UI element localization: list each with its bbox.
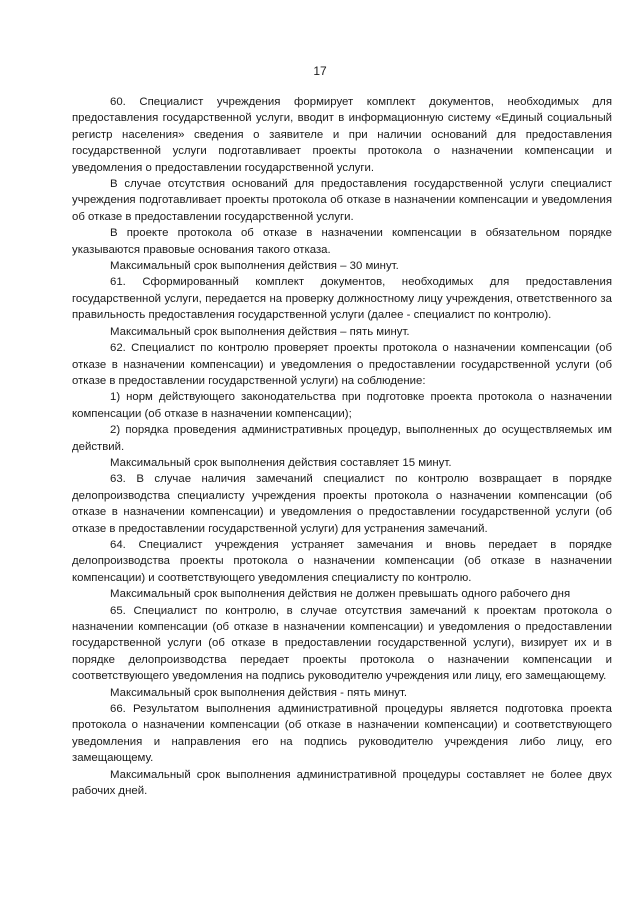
paragraph-legal-grounds: В проекте протокола об отказе в назначении компенсации в обязательном порядке указываются правовые основания такого отказа.: [72, 227, 612, 256]
page-number: 17: [313, 64, 327, 78]
paragraph-66: 66. Результатом выполнения административной процедуры является подготовка проекта протокола о назначении компенсации (об отказе в назначении компенсации) и соответствующего уведомления и направления его на подпись руководителю учреждения либо лицу, его замещающему.: [72, 703, 612, 765]
list-item-1: 1) норм действующего законодательства при подготовке проекта протокола о назначении компенсации (об отказе в назначении компенсации);: [72, 391, 612, 420]
paragraph-62: 62. Специалист по контролю проверяет проекты протокола о назначении компенсации (об отказе в назначении компенсации) и уведомления о предоставлении государственной услуги (об отказе в предоставлении государственной услуги) на соблюдение:: [72, 342, 612, 387]
paragraph-64: 64. Специалист учреждения устраняет замечания и вновь передает в порядке делопроизводства проекты протокола о назначении компенсации (об отказе в назначении компенсации) и соответствующего уведомления специалисту по контролю.: [72, 538, 612, 584]
document-body: [72, 94, 612, 799]
paragraph-65: 65. Специалист по контролю, в случае отсутствия замечаний к проектам протокола о назначении компенсации (об отказе в назначении компенсации) и уведомления о предоставлении государственной услуги (об отказе в предоставлении государственной услуги), визирует их и в порядке делопроизводства передает проекты протокола о назначении компенсации и соответствующего уведомления на подпись руководителю учреждения или лицу, его замещающему.: [72, 604, 612, 683]
time-limit-2-days: Максимальный срок выполнения административной процедуры составляет не более двух рабочих дней.: [72, 768, 612, 798]
time-limit-1-day: Максимальный срок выполнения действия не должен превышать одного рабочего дня: [110, 588, 571, 601]
list-item-2: 2) порядка проведения административных процедур, выполненных до осуществляемых им действий.: [72, 424, 612, 453]
time-limit-5-min-2: Максимальный срок выполнения действия - пять минут.: [110, 686, 408, 699]
time-limit-30-min: Максимальный срок выполнения действия – 30 минут.: [110, 260, 399, 273]
time-limit-15-min: Максимальный срок выполнения действия составляет 15 минут.: [110, 456, 452, 469]
paragraph-60: 60. Специалист учреждения формирует комплект документов, необходимых для предоставления государственной услуги, вводит в информационную систему «Единый социальный регистр населения» сведения о заявителе и при наличии оснований для предоставления государственной услуги подготавливает проекты протокола о назначении компенсации и уведомления о предоставлении государственной услуги.: [72, 96, 612, 174]
paragraph-63: 63. В случае наличия замечаний специалист по контролю возвращает в порядке делопроизводства специалисту учреждения проекты протокола о назначении компенсации (об отказе в назначении компенсации) и уведомления о предоставлении государственной услуги (об отказе в предоставлении государственной услуги) для устранения замечаний.: [72, 473, 612, 535]
time-limit-5-min: Максимальный срок выполнения действия – пять минут.: [110, 325, 410, 338]
paragraph-61: 61. Сформированный комплект документов, необходимых для предоставления государственной услуги, передается на проверку должностному лицу учреждения, ответственного за правильность предоставления государственной услуги (далее - специалист по контролю).: [72, 276, 612, 322]
paragraph-no-grounds: В случае отсутствия оснований для предоставления государственной услуги специалист учреждения подготавливает проекты протокола об отказе в назначении компенсации и уведомления об отказе в предоставлении государственной услуги.: [72, 178, 612, 223]
